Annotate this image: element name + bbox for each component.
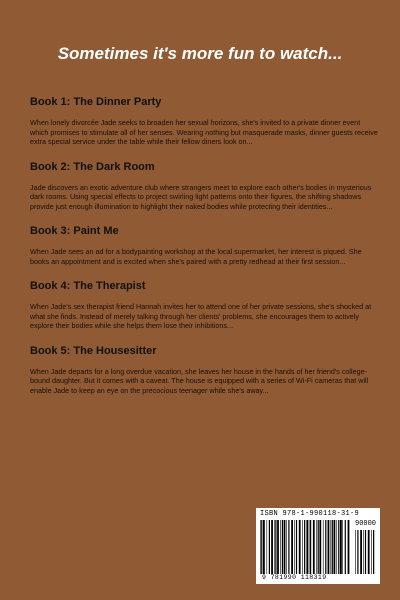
barcode-bar: [357, 530, 358, 574]
barcode-bar: [342, 520, 343, 574]
barcode-bar: [319, 520, 321, 574]
barcode-bar: [299, 520, 301, 574]
barcode-bar: [310, 520, 311, 574]
book-list: [30, 96, 380, 409]
barcode-bar: [365, 530, 366, 574]
barcode-bar: [263, 520, 265, 574]
barcode-bar: [288, 520, 289, 574]
book-entry-3: [30, 225, 380, 266]
book-blurb: When Jade's sex therapist friend Hannah invites her to attend one of her private sessions, she's shocked at what she finds. Instead of merely talking through her clients' problems, she encourages them to actively explore their bodies while she helps them lose their inhibitions...: [30, 302, 372, 330]
barcode-bar: [291, 520, 293, 574]
barcode-bar: [280, 520, 281, 574]
barcode-bar: [316, 520, 317, 574]
barcode-bar: [373, 530, 374, 574]
barcode-bar: [286, 520, 287, 574]
book-blurb: Jade discovers an exotic adventure club where strangers meet to explore each other's bodies in mysterious dark rooms. Using special effects to project swirling light patterns onto their figures, the shifting shadows provide just enough illumination to highlight their naked bodies while protecting their identities...: [30, 182, 372, 211]
barcode-bar: [368, 530, 370, 574]
barcode-bar: [296, 520, 297, 574]
barcode-bar: [294, 520, 295, 574]
book-title: Book 4: The Therapist: [30, 280, 146, 292]
barcode-bar: [332, 520, 333, 574]
barcode-bar: [371, 530, 372, 574]
tagline: Sometimes it's more fun to watch...: [57, 44, 343, 63]
barcode-bar: [282, 520, 283, 574]
barcode-bar: [277, 520, 279, 574]
book-title: Book 3: Paint Me: [30, 225, 119, 237]
barcode-bar: [304, 520, 305, 574]
isbn-label: ISBN 978-1-990118-31-9: [260, 510, 360, 518]
barcode-bar: [271, 520, 273, 574]
barcode-bar: [318, 520, 319, 574]
barcode-bar: [275, 520, 276, 574]
isbn-barcode: [256, 508, 380, 584]
barcode-bar: [338, 520, 339, 574]
barcode-bar: [313, 520, 315, 574]
book-entry-1: [30, 96, 380, 147]
book-title: Book 1: The Dinner Party: [30, 96, 162, 108]
barcode-bar: [267, 520, 268, 574]
barcode-bar: [340, 520, 342, 574]
barcode-bar: [323, 520, 324, 574]
barcode-bar: [284, 520, 286, 574]
barcode-bar: [336, 520, 337, 574]
book-blurb: When Jade sees an ad for a bodypainting workshop at the local supermarket, her interest is piqued. She books an appointment and is excited when she's paired with a pretty redhead at their first session...: [30, 247, 362, 266]
barcode-bar: [306, 520, 308, 574]
book-entry-2: [30, 161, 380, 212]
barcode-bar: [363, 530, 364, 574]
barcode-bar: [274, 520, 275, 574]
barcode-addon-bars: [355, 530, 377, 574]
barcode-bar: [309, 520, 310, 574]
barcode-bars: [260, 520, 352, 574]
barcode-bar: [269, 520, 270, 574]
book-entry-5: [30, 345, 380, 396]
barcode-digits: 9 781990 118319: [262, 574, 327, 581]
book-blurb: When lonely divorcée Jade seeks to broaden her sexual horizons, she's invited to a private dinner event which promises to stimulate all of her senses. Wearing nothing but masquerade masks, dinner guests receive extra special service under the table while their fellow diners look on...: [30, 118, 378, 146]
book-blurb: When Jade departs for a long overdue vacation, she leaves her house in the hands of her friend's college-bound daughter. But it comes with a caveat. The house is equipped with a series of Wi-Fi cameras that will enable Jade to keep an eye on the precocious teenager while she's away...: [30, 366, 369, 395]
book-title: Book 2: The Dark Room: [30, 160, 155, 173]
barcode-bar: [355, 530, 356, 574]
barcode-bar: [331, 520, 332, 574]
barcode-bar: [360, 530, 362, 574]
book-title: Book 5: The Housesitter: [30, 344, 157, 357]
barcode-bar: [302, 520, 303, 574]
barcode-bar: [260, 520, 261, 574]
barcode-bar: [328, 520, 330, 574]
barcode-bar: [325, 520, 326, 574]
price-code: 90000: [355, 520, 377, 528]
barcode-bar: [345, 520, 346, 574]
barcode-bar: [348, 520, 350, 574]
barcode-bar: [261, 520, 262, 574]
barcode-bar: [334, 520, 336, 574]
book-entry-4: [30, 280, 380, 331]
